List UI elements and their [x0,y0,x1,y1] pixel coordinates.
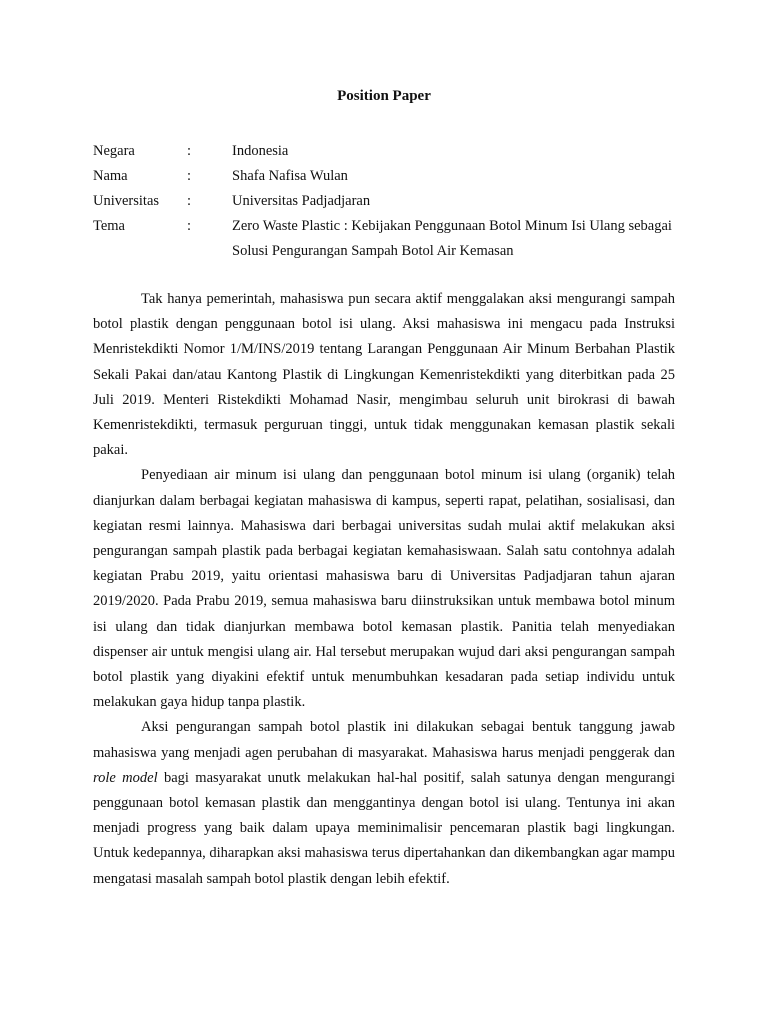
paragraph-2: Penyediaan air minum isi ulang dan penggunaan botol minum isi ulang (organik) telah dianjurkan dalam berbagai kegiatan mahasiswa di kampus, seperti rapat, pelatihan, sosialisasi, dan kegiatan resmi lainnya. Mahasiswa dari berbagai universitas sudah mulai aktif melakukan aksi pengurangan sampah plastik pada berbagai kegiatan kemahasiswaan. Salah satu contohnya adalah kegiatan Prabu 2019, yaitu orientasi mahasiswa baru di Universitas Padjadjaran tahun ajaran 2019/2020. Pada Prabu 2019, semua mahasiswa baru diinstruksikan untuk membawa botol minum isi ulang dan tidak dianjurkan membawa botol kemasan plastik. Panitia telah menyediakan dispenser air untuk mengisi ulang air. Hal tersebut merupakan wujud dari aksi pengurangan sampah botol plastik yang diyakini efektif untuk menumbuhkan kesadaran pada setiap individu untuk melakukan gaya hidup tanpa plastik. [93,467,675,711]
metadata-colon: : [187,193,192,209]
metadata-colon: : [187,218,192,234]
document-body [93,287,675,892]
metadata-colon: : [187,143,192,159]
metadata-row-negara [93,139,683,164]
metadata-label: Nama [93,168,128,184]
metadata-value: Zero Waste Plastic : Kebijakan Penggunaan Botol Minum Isi Ulang sebagai Solusi Pengurangan Sampah Botol Air Kemasan [232,218,672,259]
metadata-colon: : [187,168,192,184]
metadata-value: Indonesia [232,143,289,159]
metadata-row-tema [93,214,683,264]
metadata-label: Universitas [93,193,160,209]
document-title: Position Paper [337,88,431,104]
paragraph-3-text-start: Aksi pengurangan sampah botol plastik ini dilakukan sebagai bentuk tanggung jawab mahasiswa yang menjadi agen perubahan di masyarakat. Mahasiswa harus menjadi penggerak dan [93,719,675,761]
metadata-value: Shafa Nafisa Wulan [232,168,348,184]
metadata-table [93,139,683,264]
paragraph-3 [93,715,675,891]
metadata-row-nama [93,164,683,189]
paragraph-3-emphasis: role model [93,769,158,786]
metadata-label: Negara [93,143,135,159]
metadata-label: Tema [93,218,125,234]
paragraph-1: Tak hanya pemerintah, mahasiswa pun secara aktif menggalakan aksi mengurangi sampah botol plastik dengan penggunaan botol isi ulang. Aksi mahasiswa ini mengacu pada Instruksi Menristekdikti Nomor 1/M/INS/2019 tentang Larangan Penggunaan Air Minum Berbahan Plastik Sekali Pakai dan/atau Kantong Plastik di Lingkungan Kemenristekdikti yang diterbitkan pada 25 Juli 2019. Menteri Ristekdikti Mohamad Nasir, mengimbau seluruh unit birokrasi di bawah Kemenristekdikti, termasuk perguruan tinggi, untuk tidak menggunakan kemasan plastik sekali pakai. [93,291,675,459]
paragraph-3-text-end: bagi masyarakat unutk melakukan hal-hal positif, salah satunya dengan mengurangi penggunaan botol kemasan plastik dan menggantinya dengan botol isi ulang. Tentunya ini akan menjadi progress yang baik dalam upaya meminimalisir pencemaran plastik bagi lingkungan. Untuk kedepannya, diharapkan aksi mahasiswa terus dipertahankan dan dikembangkan agar mampu mengatasi masalah sampah botol plastik dengan lebih efektif. [93,769,675,887]
metadata-row-universitas [93,189,683,214]
metadata-value: Universitas Padjadjaran [232,193,371,209]
